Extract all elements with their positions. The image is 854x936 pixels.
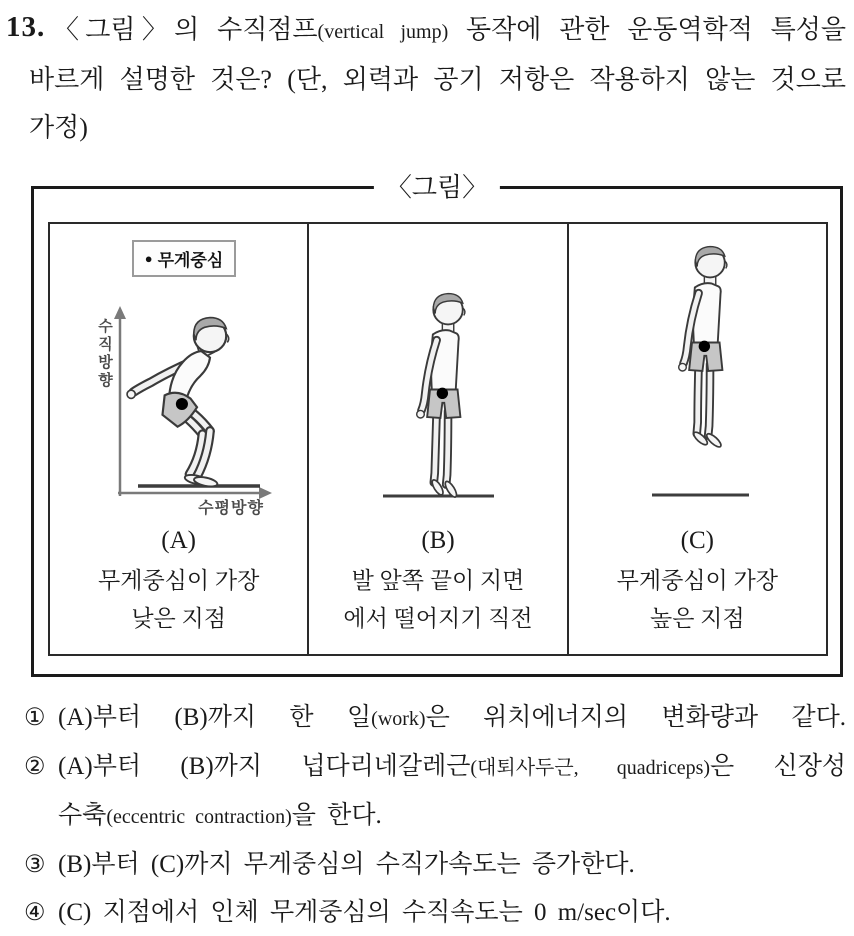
person-airborne-figure <box>678 247 726 449</box>
option-2-number: ② <box>24 754 46 780</box>
cg-dot-icon <box>437 388 448 399</box>
option-3-number: ③ <box>24 852 46 878</box>
panel-b <box>309 224 568 654</box>
option-4-text: (C) 지점에서 인체 무게중심의 수직속도는 0 m/sec이다. <box>58 899 671 926</box>
option-3[interactable] <box>24 841 846 889</box>
option-4[interactable] <box>24 889 846 936</box>
question-line-3: 가정) <box>29 113 88 142</box>
question-line-1: 〈그림〉의 수직점프(vertical jump) 동작에 관한 운동역학적 특성을 <box>53 15 846 44</box>
panel-c-caption: 무게중심이 가장 높은 지점 <box>616 568 778 631</box>
option-1[interactable] <box>24 694 846 743</box>
cg-dot-legend-icon: ● <box>144 251 153 266</box>
panel-c-figure <box>569 224 826 522</box>
horizontal-axis-label: 수평방향 <box>198 500 264 517</box>
cg-dot-icon <box>176 398 188 410</box>
panel-c <box>569 224 826 654</box>
vertical-axis-label: 수직방향 <box>96 318 113 390</box>
panel-a-caption: 무게중심이 가장 낮은 지점 <box>98 568 260 631</box>
panel-a <box>50 224 309 654</box>
panel-b-caption: 발 앞쪽 끝이 지면 에서 떨어지기 직전 <box>343 568 533 631</box>
figure-title: 〈그림〉 <box>374 171 500 205</box>
question-number: 13. <box>6 11 46 43</box>
person-crouched-figure <box>127 318 229 489</box>
answer-options <box>0 694 854 936</box>
option-1-text: (A)부터 (B)까지 한 일(work)은 위치에너지의 변화량과 같다. <box>58 704 847 731</box>
panel-b-label: (B) <box>421 527 455 554</box>
person-takeoff-figure <box>417 294 465 499</box>
question-block <box>0 6 854 152</box>
option-2-text-line-2: 수축(eccentric contraction)을 한다. <box>58 802 382 829</box>
panel-b-graphic <box>309 224 565 522</box>
panel-a-label: (A) <box>161 527 197 554</box>
cg-dot-icon <box>698 341 709 352</box>
panel-c-graphic <box>569 224 825 522</box>
legend-label: 무게중심 <box>157 251 224 270</box>
option-4-number: ④ <box>24 900 46 926</box>
vertical-axis-arrow <box>114 306 126 496</box>
panel-b-figure <box>309 224 566 522</box>
option-2-text-line-1: (A)부터 (B)까지 넙다리네갈레근(대퇴사두근, quadriceps)은 신장성 <box>58 753 846 780</box>
legend-center-of-gravity <box>132 240 236 277</box>
panel-c-label: (C) <box>680 527 714 554</box>
figure-panels <box>48 222 828 656</box>
option-1-number: ① <box>24 705 46 731</box>
question-line-2: 바르게 설명한 것은? (단, 외력과 공기 저항은 작용하지 않는 것으로 <box>29 65 846 94</box>
option-3-text: (B)부터 (C)까지 무게중심의 수직가속도는 증가한다. <box>58 851 635 878</box>
panel-a-figure <box>50 224 307 522</box>
option-2[interactable] <box>24 743 846 841</box>
figure-box <box>31 173 843 677</box>
